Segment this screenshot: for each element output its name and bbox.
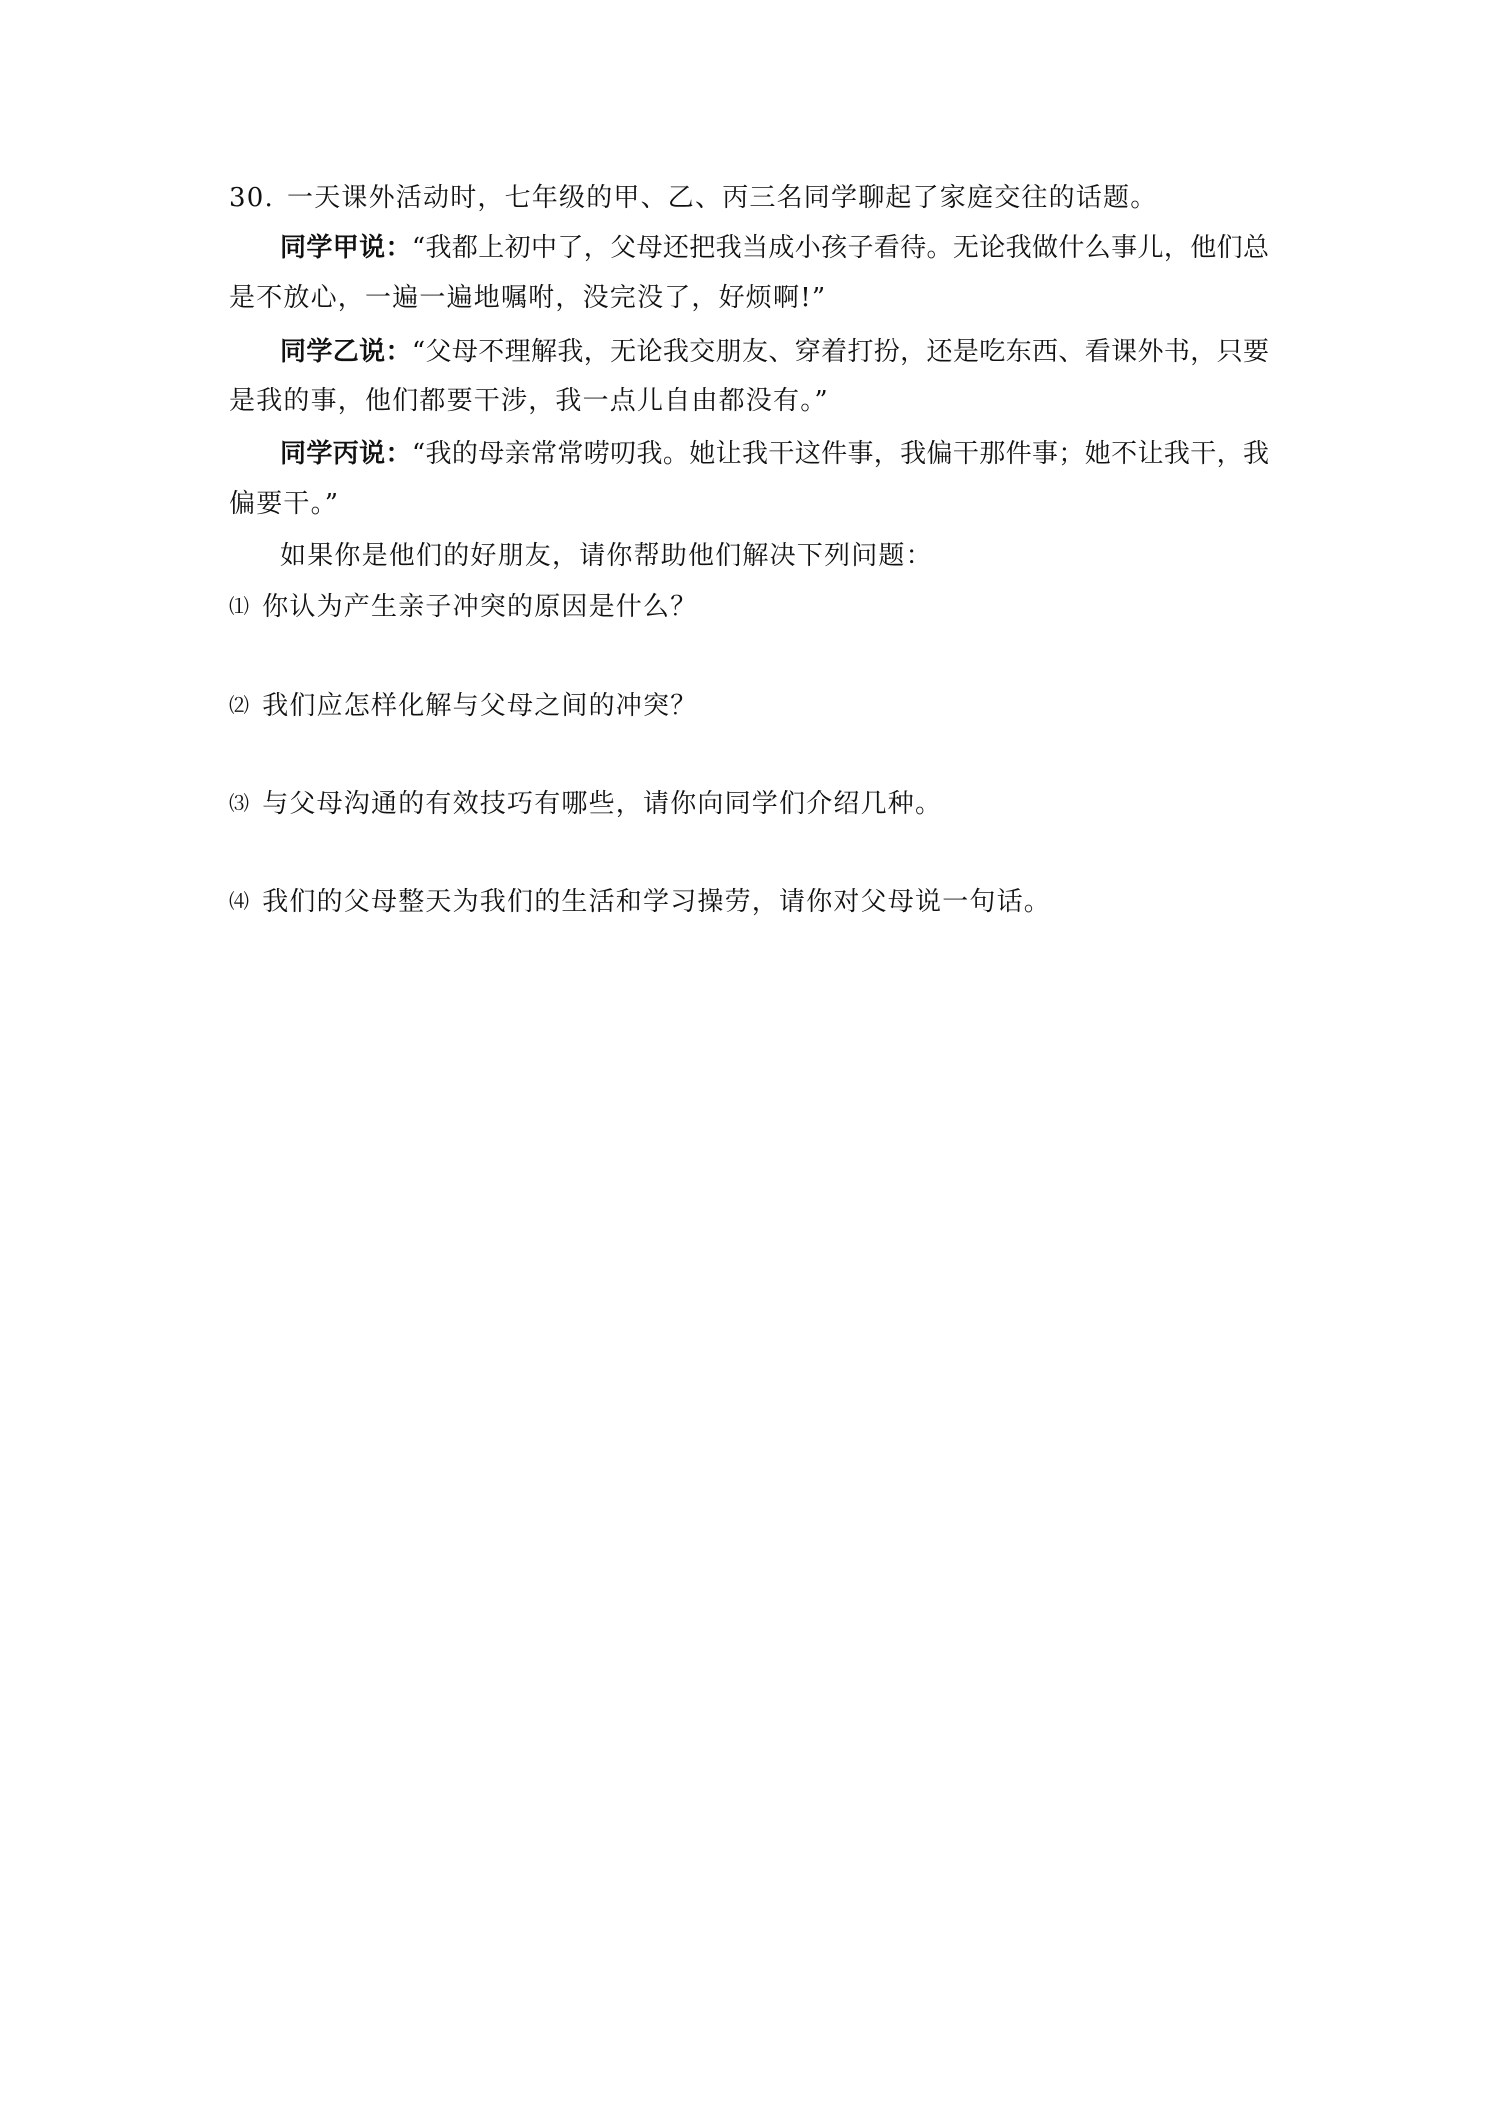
- statement-a-line1: [280, 231, 1269, 265]
- statement-b-text1: “父母不理解我，无论我交朋友、穿着打扮，还是吃东西、看课外书，只要: [411, 337, 1269, 367]
- sub-question-1: [229, 589, 697, 624]
- sub-question-3-number: ⑶: [229, 791, 251, 815]
- sub-question-3: [229, 786, 942, 821]
- question-number: 30.: [229, 183, 274, 213]
- sub-question-2-text: 我们应怎样化解与父母之间的冲突？: [262, 691, 698, 721]
- question-intro-line: [229, 181, 1157, 215]
- speaker-c: 同学丙说：: [280, 439, 412, 469]
- sub-question-4: [229, 884, 1051, 919]
- statement-c-text1: “我的母亲常常唠叨我。她让我干这件事，我偏干那件事；她不让我干，我: [411, 439, 1269, 469]
- sub-question-1-text: 你认为产生亲子冲突的原因是什么？: [262, 592, 698, 622]
- sub-question-2-number: ⑵: [229, 693, 251, 717]
- sub-question-4-text: 我们的父母整天为我们的生活和学习操劳，请你对父母说一句话。: [262, 887, 1052, 917]
- statement-c-line1: [280, 437, 1269, 471]
- sub-question-2: [229, 688, 697, 723]
- sub-question-3-text: 与父母沟通的有效技巧有哪些，请你向同学们介绍几种。: [262, 789, 943, 819]
- statement-b-line2: 是我的事，他们都要干涉，我一点儿自由都没有。”: [229, 386, 829, 416]
- question-prompt: 如果你是他们的好朋友，请你帮助他们解决下列问题：: [280, 541, 933, 571]
- statement-a-line2: 是不放心，一遍一遍地嘱咐，没完没了，好烦啊!”: [229, 283, 827, 313]
- statement-b-line1: [280, 335, 1269, 369]
- question-intro: 一天课外活动时，七年级的甲、乙、丙三名同学聊起了家庭交往的话题。: [287, 183, 1158, 213]
- speaker-a: 同学甲说：: [280, 233, 412, 263]
- speaker-b: 同学乙说：: [280, 337, 412, 367]
- sub-question-1-number: ⑴: [229, 594, 251, 618]
- sub-question-4-number: ⑷: [229, 889, 251, 913]
- statement-a-text1: “我都上初中了，父母还把我当成小孩子看待。无论我做什么事儿，他们总: [411, 233, 1269, 263]
- statement-c-line2: 偏要干。”: [229, 489, 340, 519]
